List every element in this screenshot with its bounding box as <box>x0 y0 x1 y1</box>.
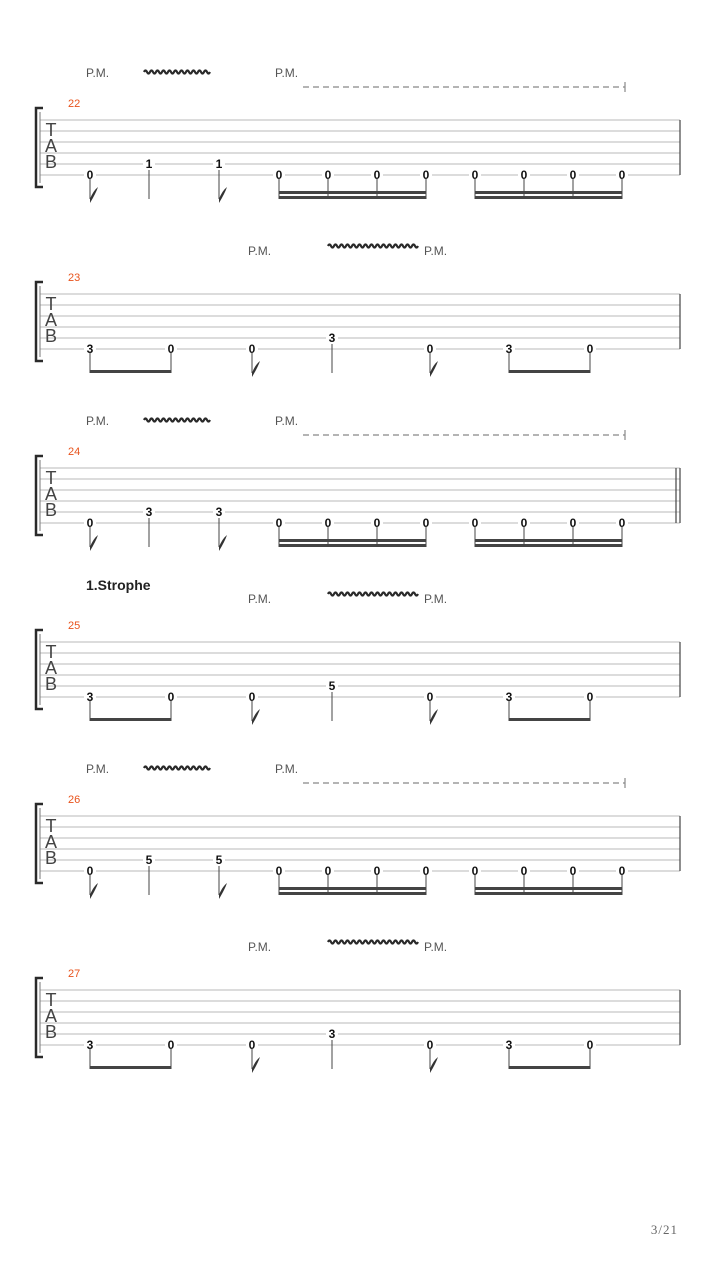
measure-number: 25 <box>68 620 81 632</box>
note-beam <box>90 1066 171 1069</box>
measure-number: 23 <box>68 272 81 284</box>
fret-number: 0 <box>586 1038 594 1052</box>
fret-number: 3 <box>86 690 94 704</box>
note-beam-secondary <box>279 191 426 194</box>
tab-clef-letter: B <box>44 848 58 868</box>
vibrato-mark <box>328 941 418 944</box>
fret-number: 0 <box>86 168 94 182</box>
note-beam-secondary <box>475 191 622 194</box>
fret-number: 0 <box>471 168 479 182</box>
fret-number: 0 <box>426 342 434 356</box>
measure-number: 27 <box>68 968 81 980</box>
tab-clef-letter: T <box>45 294 57 314</box>
fret-number: 0 <box>618 516 626 530</box>
note-beam <box>279 196 426 199</box>
fret-number: 5 <box>145 853 153 867</box>
note-flag <box>252 1057 260 1073</box>
palm-mute-label: P.M. <box>86 66 110 80</box>
note-flag <box>90 535 98 551</box>
tab-clef-letter: B <box>44 674 58 694</box>
note-beam <box>279 544 426 547</box>
tab-system-27 <box>36 940 680 1073</box>
fret-number: 3 <box>86 342 94 356</box>
fret-number: 0 <box>426 1038 434 1052</box>
fret-number: 3 <box>328 331 336 345</box>
tab-clef-letter: B <box>44 1022 58 1042</box>
fret-number: 0 <box>618 168 626 182</box>
palm-mute-label: P.M. <box>86 414 110 428</box>
fret-number: 0 <box>324 516 332 530</box>
fret-number: 5 <box>328 679 336 693</box>
tab-clef-letter: T <box>45 990 57 1010</box>
section-title: 1.Strophe <box>86 577 151 593</box>
note-flag <box>219 883 227 899</box>
measure-number: 22 <box>68 98 81 110</box>
fret-number: 0 <box>422 516 430 530</box>
fret-number: 0 <box>373 864 381 878</box>
fret-number: 0 <box>373 168 381 182</box>
fret-number: 0 <box>275 168 283 182</box>
note-flag <box>430 361 438 377</box>
tab-system-25 <box>36 577 680 725</box>
tab-system-26 <box>36 762 680 899</box>
palm-mute-label: P.M. <box>248 940 272 954</box>
note-flag <box>90 187 98 203</box>
fret-number: 0 <box>586 690 594 704</box>
fret-number: 0 <box>569 864 577 878</box>
fret-number: 0 <box>422 864 430 878</box>
tab-clef-letter: B <box>44 326 58 346</box>
palm-mute-label: P.M. <box>424 244 448 258</box>
tab-clef-letter: T <box>45 468 57 488</box>
tab-system-23 <box>36 244 680 377</box>
fret-number: 5 <box>215 853 223 867</box>
fret-number: 0 <box>248 1038 256 1052</box>
measure-number: 24 <box>68 446 81 458</box>
palm-mute-label: P.M. <box>275 66 299 80</box>
note-flag <box>252 709 260 725</box>
note-beam <box>475 544 622 547</box>
fret-number: 3 <box>505 690 513 704</box>
fret-number: 0 <box>373 516 381 530</box>
fret-number: 0 <box>324 864 332 878</box>
tab-system-24 <box>36 414 680 551</box>
note-beam <box>475 196 622 199</box>
fret-number: 0 <box>520 864 528 878</box>
fret-number: 0 <box>248 690 256 704</box>
palm-mute-label: P.M. <box>248 592 272 606</box>
tab-clef-letter: B <box>44 500 58 520</box>
note-flag <box>219 187 227 203</box>
palm-mute-label: P.M. <box>86 762 110 776</box>
note-flag <box>430 1057 438 1073</box>
fret-number: 0 <box>275 516 283 530</box>
note-beam <box>509 370 590 373</box>
fret-number: 3 <box>215 505 223 519</box>
fret-number: 0 <box>569 168 577 182</box>
fret-number: 0 <box>248 342 256 356</box>
vibrato-mark <box>144 419 210 422</box>
palm-mute-label: P.M. <box>424 940 448 954</box>
fret-number: 0 <box>618 864 626 878</box>
note-beam-secondary <box>279 539 426 542</box>
note-beam <box>509 718 590 721</box>
palm-mute-label: P.M. <box>275 762 299 776</box>
note-beam <box>279 892 426 895</box>
fret-number: 0 <box>167 1038 175 1052</box>
note-flag <box>90 883 98 899</box>
vibrato-mark <box>144 71 210 74</box>
note-beam-secondary <box>279 887 426 890</box>
note-beam-secondary <box>475 887 622 890</box>
vibrato-mark <box>328 245 418 248</box>
fret-number: 0 <box>586 342 594 356</box>
vibrato-mark <box>144 767 210 770</box>
tab-clef-letter: B <box>44 152 58 172</box>
note-beam <box>90 718 171 721</box>
fret-number: 1 <box>145 157 153 171</box>
fret-number: 3 <box>145 505 153 519</box>
fret-number: 0 <box>520 168 528 182</box>
tab-clef-letter: T <box>45 120 57 140</box>
palm-mute-label: P.M. <box>275 414 299 428</box>
fret-number: 1 <box>215 157 223 171</box>
tab-system-22 <box>36 66 680 203</box>
fret-number: 0 <box>167 690 175 704</box>
fret-number: 0 <box>520 516 528 530</box>
note-beam <box>509 1066 590 1069</box>
fret-number: 0 <box>422 168 430 182</box>
fret-number: 0 <box>324 168 332 182</box>
tab-clef-letter: A <box>44 658 58 678</box>
vibrato-mark <box>328 593 418 596</box>
note-flag <box>430 709 438 725</box>
note-beam <box>475 892 622 895</box>
note-beam <box>90 370 171 373</box>
tab-clef-letter: T <box>45 816 57 836</box>
palm-mute-label: P.M. <box>424 592 448 606</box>
fret-number: 3 <box>505 1038 513 1052</box>
note-flag <box>252 361 260 377</box>
note-beam-secondary <box>475 539 622 542</box>
tab-clef-letter: A <box>44 136 58 156</box>
fret-number: 3 <box>86 1038 94 1052</box>
tab-clef-letter: A <box>44 1006 58 1026</box>
fret-number: 0 <box>426 690 434 704</box>
tab-clef-letter: A <box>44 310 58 330</box>
note-flag <box>219 535 227 551</box>
fret-number: 3 <box>505 342 513 356</box>
tab-clef-letter: A <box>44 832 58 852</box>
measure-number: 26 <box>68 794 81 806</box>
fret-number: 0 <box>167 342 175 356</box>
palm-mute-label: P.M. <box>248 244 272 258</box>
fret-number: 0 <box>569 516 577 530</box>
fret-number: 0 <box>471 864 479 878</box>
tab-clef-letter: T <box>45 642 57 662</box>
fret-number: 0 <box>86 516 94 530</box>
fret-number: 0 <box>275 864 283 878</box>
fret-number: 0 <box>86 864 94 878</box>
tab-clef-letter: A <box>44 484 58 504</box>
fret-number: 3 <box>328 1027 336 1041</box>
page-number: 3/21 <box>650 1222 678 1237</box>
fret-number: 0 <box>471 516 479 530</box>
